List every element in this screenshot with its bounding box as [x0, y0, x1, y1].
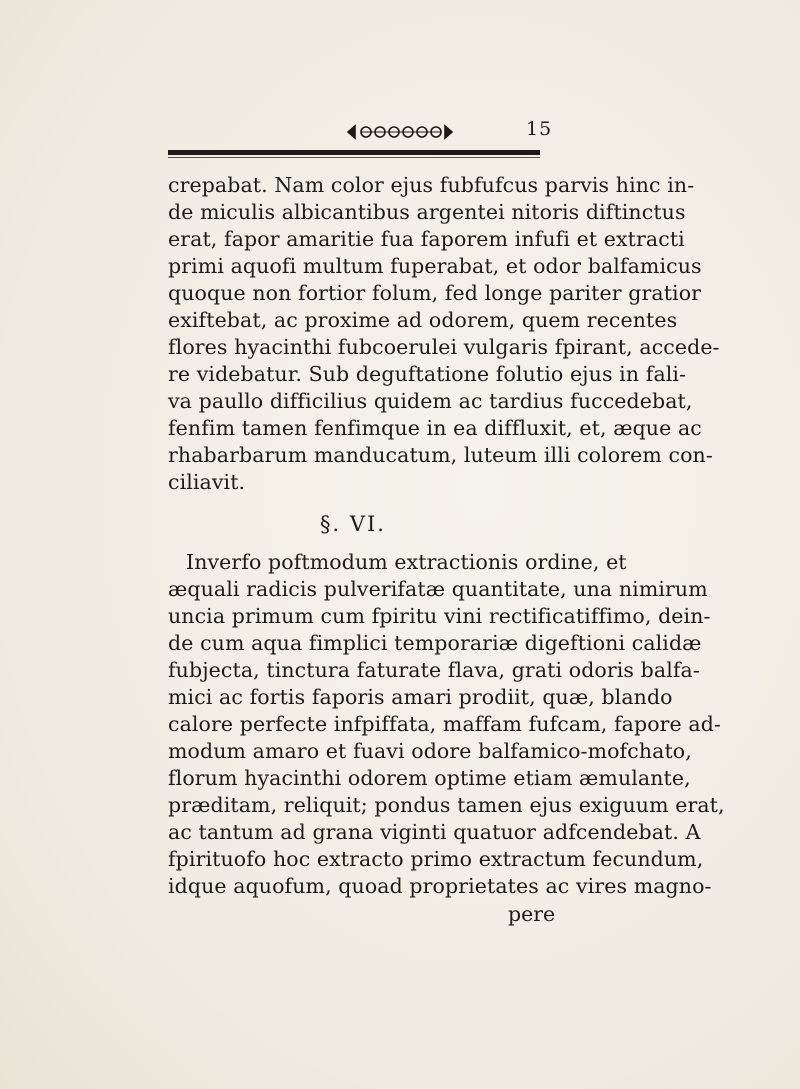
section-heading: §. VI. — [320, 512, 386, 536]
text-line: flores hyacinthi fubcoerulei vulgaris fpirant, accede- — [168, 335, 720, 359]
text-line: æquali radicis pulverifatæ quantitate, una nimirum — [168, 577, 708, 601]
text-line: erat, fapor amaritie fua faporem infufi et extracti — [168, 227, 685, 251]
text-line: uncia primum cum fpiritu vini rectificatiffimo, dein- — [168, 604, 711, 628]
text-line: florum hyacinthi odorem optime etiam æmulante, — [168, 766, 691, 790]
text-line: idque aquofum, quoad proprietates ac vires magno- — [168, 874, 712, 898]
text-line: exiftebat, ac proxime ad odorem, quem recentes — [168, 308, 678, 332]
text-line: modum amaro et fuavi odore balfamico-mofchato, — [168, 739, 692, 763]
text-line: crepabat. Nam color ejus fubfufcus parvis hinc in- — [168, 173, 695, 197]
text-line: de cum aqua fimplici temporariæ digeftioni calidæ — [168, 631, 702, 655]
text-line: de miculis albicantibus argentei nitoris diftinctus — [168, 200, 686, 224]
text-line: fenfim tamen fenfimque in ea diffluxit, et, æque ac — [168, 416, 702, 440]
text-line: calore perfecte infpiffata, maffam fufcam, fapore ad- — [168, 712, 721, 736]
text-line: mici ac fortis faporis amari prodiit, quæ, blando — [168, 685, 673, 709]
text-line: fpirituofo hoc extracto primo extractum fecundum, — [168, 847, 704, 871]
page-number: 15 — [526, 118, 553, 140]
text-line: ciliavit. — [168, 470, 246, 494]
text-line: Inverfo poftmodum extractionis ordine, et — [186, 550, 627, 574]
text-line: primi aquofi multum fuperabat, et odor balfamicus — [168, 254, 702, 278]
header-rule — [168, 150, 540, 155]
printer-ornament-icon — [346, 122, 454, 142]
text-line: fubjecta, tinctura faturate flava, grati odoris balfa- — [168, 658, 700, 682]
catchword: pere — [508, 902, 556, 926]
text-line: va paullo difficilius quidem ac tardius fuccedebat, — [168, 389, 693, 413]
text-line: rhabarbarum manducatum, luteum illi colorem con- — [168, 443, 713, 467]
text-line: quoque non fortior folum, fed longe pariter gratior — [168, 281, 702, 305]
text-line: ac tantum ad grana viginti quatuor adfcendebat. A — [168, 820, 701, 844]
text-line: re videbatur. Sub deguftatione folutio ejus in fali- — [168, 362, 687, 386]
text-line: præditam, reliquit; pondus tamen ejus exiguum erat, — [168, 793, 725, 817]
